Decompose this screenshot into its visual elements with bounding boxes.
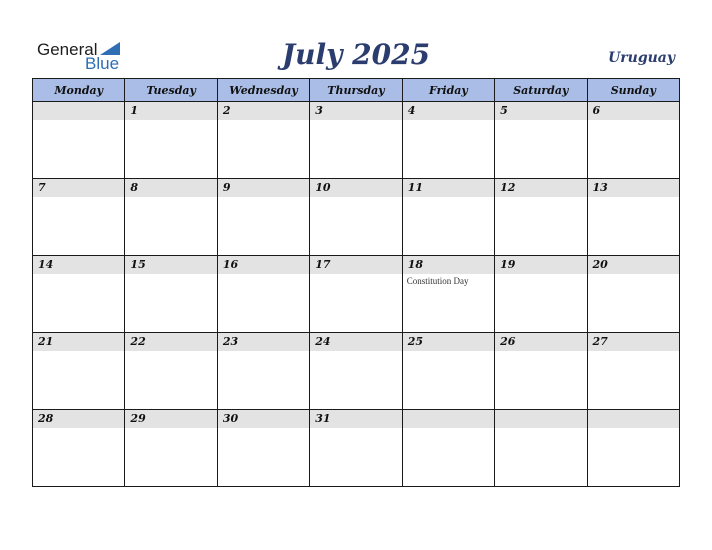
day-header-band xyxy=(125,179,216,197)
weekday-thursday: Thursday xyxy=(310,79,402,102)
day-header-band xyxy=(495,256,586,274)
day-header-band xyxy=(218,256,309,274)
day-cell xyxy=(217,102,309,179)
day-header-band xyxy=(33,179,124,197)
day-header-band xyxy=(125,333,216,351)
weekday-sunday: Sunday xyxy=(587,79,679,102)
day-header-band xyxy=(33,410,124,428)
day-cell xyxy=(33,333,125,410)
day-cell xyxy=(495,102,587,179)
day-number: 31 xyxy=(315,412,331,425)
day-number: 7 xyxy=(38,181,46,194)
day-header-band xyxy=(310,333,401,351)
holiday-label: Constitution Day xyxy=(406,276,469,286)
weekday-tuesday: Tuesday xyxy=(125,79,217,102)
day-header-band xyxy=(33,102,124,120)
day-cell xyxy=(125,410,217,487)
day-header-band xyxy=(218,102,309,120)
day-header-band xyxy=(495,410,586,428)
day-header-band xyxy=(125,102,216,120)
weekday-friday: Friday xyxy=(402,79,494,102)
day-header-band xyxy=(403,102,494,120)
day-header-band xyxy=(588,179,679,197)
day-number: 19 xyxy=(500,258,516,271)
day-header-band xyxy=(33,256,124,274)
day-number: 14 xyxy=(38,258,54,271)
day-header-band xyxy=(125,410,216,428)
logo-word-blue: Blue xyxy=(85,54,120,73)
day-cell xyxy=(587,179,679,256)
day-number: 21 xyxy=(38,335,54,348)
day-number: 23 xyxy=(222,335,239,348)
calendar-title: July 2025 xyxy=(281,38,431,71)
week-row xyxy=(33,179,680,256)
day-cell xyxy=(402,410,494,487)
day-number: 16 xyxy=(222,258,239,271)
day-header-band xyxy=(588,410,679,428)
calendar-grid xyxy=(32,78,680,487)
day-cell xyxy=(495,179,587,256)
day-number: 17 xyxy=(315,258,331,271)
day-cell xyxy=(587,102,679,179)
day-header-band xyxy=(403,333,494,351)
week-row xyxy=(33,102,680,179)
day-cell xyxy=(402,102,494,179)
weekday-monday: Monday xyxy=(33,79,125,102)
day-header-band xyxy=(218,179,309,197)
day-cell xyxy=(310,256,402,333)
day-cell xyxy=(33,256,125,333)
day-number: 28 xyxy=(38,412,54,425)
day-number: 1 xyxy=(130,104,139,117)
day-cell xyxy=(495,410,587,487)
weekday-saturday: Saturday xyxy=(495,79,587,102)
day-number: 25 xyxy=(407,335,423,348)
day-header-band xyxy=(403,256,494,274)
day-cell xyxy=(310,410,402,487)
day-cell xyxy=(217,256,309,333)
day-number: 2 xyxy=(222,104,231,117)
day-header-band xyxy=(218,333,309,351)
day-cell xyxy=(587,410,679,487)
day-cell xyxy=(402,179,494,256)
day-header-band xyxy=(403,179,494,197)
day-cell xyxy=(125,179,217,256)
week-row xyxy=(33,256,680,333)
day-header-band xyxy=(588,102,679,120)
day-number: 18 xyxy=(407,258,423,271)
week-row xyxy=(33,410,680,487)
day-cell xyxy=(587,333,679,410)
day-cell xyxy=(402,333,494,410)
day-number: 9 xyxy=(222,181,231,194)
day-number: 8 xyxy=(130,181,139,194)
weekday-header-row xyxy=(33,79,680,102)
day-number: 30 xyxy=(222,412,239,425)
week-row xyxy=(33,333,680,410)
day-header-band xyxy=(403,410,494,428)
day-number: 13 xyxy=(592,181,608,194)
day-number: 20 xyxy=(592,258,608,271)
day-header-band xyxy=(218,410,309,428)
day-header-band xyxy=(495,179,586,197)
day-number: 5 xyxy=(500,104,508,117)
day-cell xyxy=(125,256,217,333)
day-number: 4 xyxy=(407,104,416,117)
day-number: 6 xyxy=(592,104,601,117)
day-cell xyxy=(125,102,217,179)
day-header-band xyxy=(588,256,679,274)
day-number: 11 xyxy=(407,181,423,194)
day-cell xyxy=(33,102,125,179)
day-cell xyxy=(495,256,587,333)
day-number: 15 xyxy=(130,258,146,271)
day-header-band xyxy=(495,333,586,351)
day-number: 24 xyxy=(315,335,331,348)
day-cell xyxy=(33,410,125,487)
day-number: 3 xyxy=(315,104,323,117)
day-header-band xyxy=(310,179,401,197)
day-number: 22 xyxy=(130,335,146,348)
day-cell xyxy=(125,333,217,410)
day-number: 29 xyxy=(130,412,146,425)
day-cell xyxy=(33,179,125,256)
day-cell xyxy=(310,102,402,179)
weekday-wednesday: Wednesday xyxy=(217,79,309,102)
logo-word-general: General xyxy=(37,40,98,59)
day-number: 12 xyxy=(500,181,516,194)
day-cell xyxy=(495,333,587,410)
day-number: 10 xyxy=(315,181,331,194)
day-cell xyxy=(310,333,402,410)
day-cell xyxy=(310,179,402,256)
day-number: 26 xyxy=(500,335,516,348)
day-cell xyxy=(217,333,309,410)
day-header-band xyxy=(33,333,124,351)
day-header-band xyxy=(310,256,401,274)
day-cell xyxy=(402,256,494,333)
day-cell xyxy=(217,179,309,256)
day-header-band xyxy=(588,333,679,351)
day-header-band xyxy=(310,102,401,120)
day-header-band xyxy=(125,256,216,274)
day-header-band xyxy=(495,102,586,120)
country-label: Uruguay xyxy=(608,50,675,66)
day-header-band xyxy=(310,410,401,428)
day-cell xyxy=(217,410,309,487)
day-number: 27 xyxy=(592,335,608,348)
day-cell xyxy=(587,256,679,333)
